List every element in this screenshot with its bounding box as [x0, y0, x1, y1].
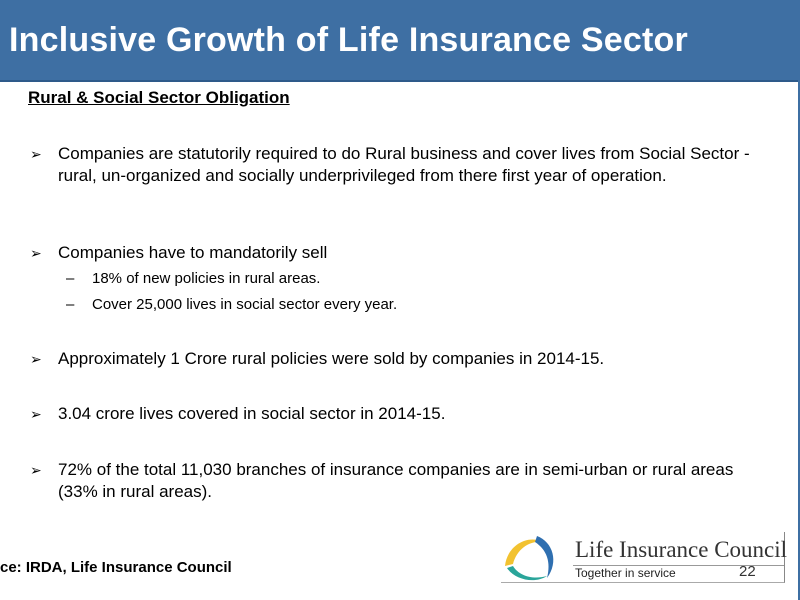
arrow-bullet-icon: ➢ [30, 245, 42, 261]
dash-bullet-icon: – [66, 270, 75, 287]
arrow-bullet-icon: ➢ [30, 146, 42, 162]
arrow-bullet-icon: ➢ [30, 462, 42, 478]
sub-bullet-item [66, 269, 320, 289]
slide-title: Inclusive Growth of Life Insurance Sector [9, 21, 688, 59]
bullet-item [30, 403, 770, 425]
bullet-text: Companies are statutorily required to do Rural business and cover lives from Social Sector -rural, un-organized and socially underprivileged from there first year of operation. [58, 144, 750, 185]
dash-bullet-icon: – [66, 296, 75, 313]
bullet-item [30, 242, 770, 264]
arrow-bullet-icon: ➢ [30, 351, 42, 367]
source-note: ce: IRDA, Life Insurance Council [0, 559, 232, 576]
bullet-text: 72% of the total 11,030 branches of insurance companies are in semi-urban or rural areas (33% in rural areas). [58, 460, 734, 501]
section-heading: Rural & Social Sector Obligation [28, 88, 290, 107]
bullet-item [30, 459, 770, 503]
footer-logo [501, 532, 788, 583]
brand-name: Life Insurance Council [575, 537, 788, 562]
sub-bullet-text: Cover 25,000 lives in social sector every year. [92, 296, 398, 313]
page-number: 22 [739, 563, 756, 580]
arrow-bullet-icon: ➢ [30, 406, 42, 422]
bullet-text: Approximately 1 Crore rural policies were sold by companies in 2014-15. [58, 349, 605, 368]
bullet-text: Companies have to mandatorily sell [58, 243, 328, 262]
bullet-text: 3.04 crore lives covered in social sector in 2014-15. [58, 404, 446, 423]
sub-bullet-item [66, 295, 397, 315]
bullet-item [30, 348, 770, 370]
bullet-item [30, 143, 770, 187]
sub-bullet-text: 18% of new policies in rural areas. [92, 270, 321, 287]
life-insurance-council-logo-icon [501, 532, 561, 582]
title-bar [0, 0, 798, 82]
brand-tagline: Together in service [575, 566, 676, 580]
